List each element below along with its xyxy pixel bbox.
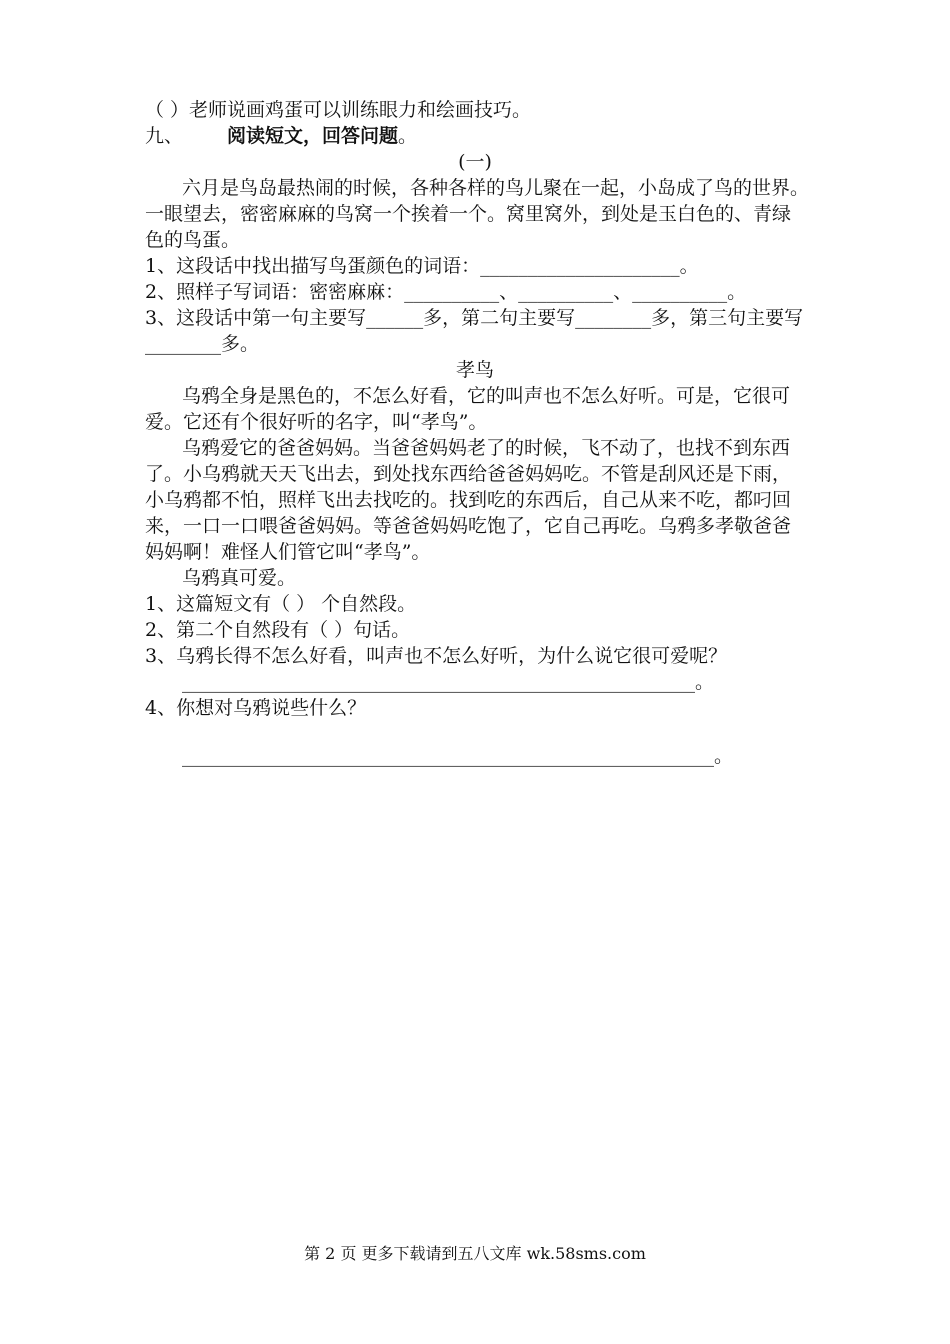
question-3-cont: ________多。 xyxy=(145,333,260,355)
passage-two-line: 来，一口一口喂爸爸妈妈。等爸爸妈妈吃饱了，它自己再吃。乌鸦多孝敬爸爸 xyxy=(145,515,792,537)
reading-question-2: 2、第二个自然段有（ ）句话。 xyxy=(145,619,411,641)
answer-line-3: ______________________________________________________。 xyxy=(182,671,715,693)
section-title: 阅读短文，回答问题 xyxy=(227,125,399,147)
passage-two-line: 乌鸦真可爱。 xyxy=(182,567,297,589)
passage-two-line: 小乌鸦都不怕，照样飞出去找吃的。找到吃的东西后，自己从来不吃，都叼回 xyxy=(145,489,792,511)
answer-line-4: ________________________________________________________。 xyxy=(182,745,734,767)
reading-question-4: 4、你想对乌鸦说些什么？ xyxy=(145,697,367,719)
page-footer: 第 2 页 更多下载请到五八文库 wk.58sms.com xyxy=(304,1244,646,1263)
passage-one-line: 六月是鸟岛最热闹的时候，各种各样的鸟儿聚在一起，小岛成了鸟的世界。 xyxy=(182,177,810,199)
section-heading xyxy=(145,124,815,148)
passage-two-line: 乌鸦全身是黑色的，不怎么好看，它的叫声也不怎么好听。可是，它很可 xyxy=(182,385,791,407)
passage-two-line: 妈妈啊！难怪人们管它叫“孝鸟”。 xyxy=(145,541,431,563)
section-title-end: 。 xyxy=(398,125,418,147)
section-number: 九、 xyxy=(145,125,184,147)
passage-one-line: 色的鸟蛋。 xyxy=(145,229,241,251)
question-3: 3、这段话中第一句主要写______多，第二句主要写________多，第三句主要写 xyxy=(145,307,804,329)
passage-one-line: 一眼望去，密密麻麻的鸟窝一个挨着一个。窝里窝外，到处是玉白色的、青绿 xyxy=(145,203,792,225)
question-2: 2、照样子写词语：密密麻麻：__________、__________、__________。 xyxy=(145,281,747,303)
truefalse-item: （ ）老师说画鸡蛋可以训练眼力和绘画技巧。 xyxy=(145,99,532,121)
question-1: 1、这段话中找出描写鸟蛋颜色的词语：_____________________。 xyxy=(145,255,699,277)
passage-two-title: 孝鸟 xyxy=(455,359,494,381)
passage-two-line: 了。小乌鸦就天天飞出去，到处找东西给爸爸妈妈吃。不管是刮风还是下雨， xyxy=(145,463,792,485)
reading-question-1: 1、这篇短文有（ ） 个自然段。 xyxy=(145,593,417,615)
passage-one-label: (一) xyxy=(458,151,492,173)
passage-two-line: 爱。它还有个很好听的名字，叫“孝鸟”。 xyxy=(145,411,488,433)
reading-question-3: 3、乌鸦长得不怎么好看，叫声也不怎么好听，为什么说它很可爱呢？ xyxy=(145,645,728,667)
passage-two-line: 乌鸦爱它的爸爸妈妈。当爸爸妈妈老了的时候，飞不动了，也找不到东西 xyxy=(182,437,791,459)
